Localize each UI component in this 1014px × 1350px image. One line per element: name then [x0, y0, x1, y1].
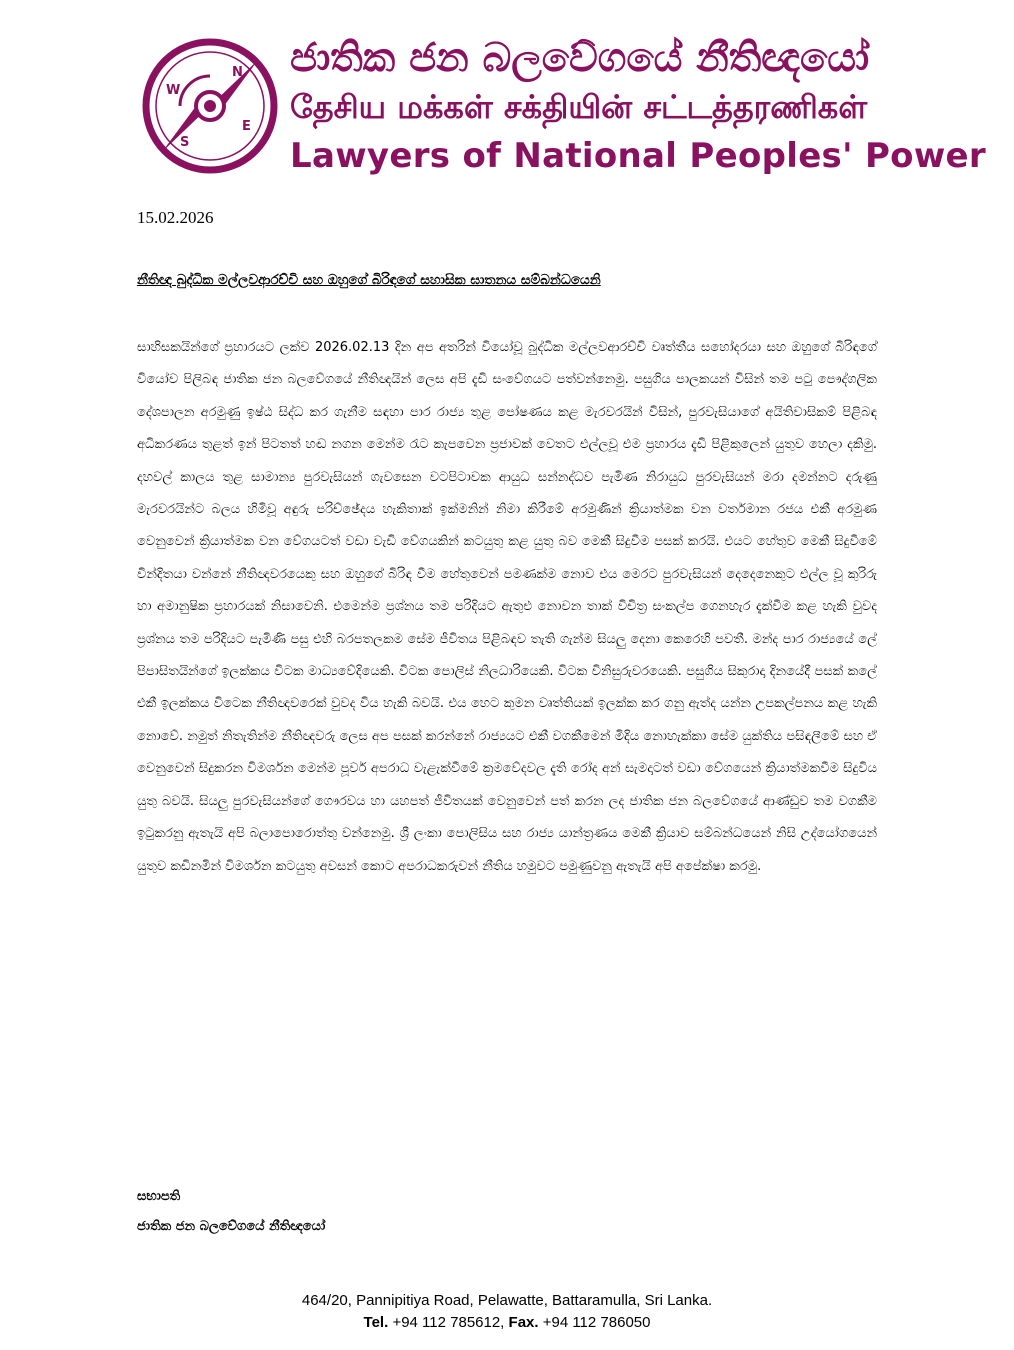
letter-title: නීතිඥ බුද්ධික මල්ලවආරච්චි සහ ඔහුගේ බිරිඳගේ සහාසික ඝාතනය සම්බන්ධයෙනි — [137, 272, 601, 288]
logo-letter: E — [242, 119, 251, 134]
signature-block — [137, 1182, 325, 1242]
logo-letter: N — [232, 65, 243, 80]
organization-name-english: Lawyers of National Peoples' Power — [290, 136, 986, 176]
signature-role: සභාපති — [137, 1189, 181, 1204]
letter-body: සාහිසකයින්ගේ ප්‍රහාරයට ලක්ව 2026.02.13 දින අප අතරින් වියෝවූ බුද්ධික මල්ලවආරච්චි වෘත්තීය සහෝදරයා සහ ඔහුගේ බිරිඳගේ වියෝව පිලිබඳ ජාතික ජන බලවේගයේ නීතිඥයින් ලෙස අපි දැඩි සංවේගයට පත්වන්නෙමු. පසුගිය පාලකයන් විසින් තම පටු පෞද්ගලික දේශපාලන අරමුණු ඉෂ්ඨ සිද්ධ කර ගැනීම සඳහා පාර රාජ්‍ය තුළ පෝෂණය කළ මැරවරයින් විසින්, පුරවැසියාගේ අයිතිවාසිකම් පිළිබඳ අධිකරණය තුළත් ඉන් පිටතත් හඬ නගන මෙන්ම රැට කැපවෙන ප්‍රජාවක් වෙතට එල්ලවූ එම ප්‍රහාරය දැඩි පිළිකුලෙන් යුතුව හෙලා දකිමු. දහවල් කාලය තුළ සාමාන්‍ය පුරවැසියන් ගැවසෙන වටපිටාවක ආයුධ සන්නද්ධව පැමිණ නිරායුධ පුරවැසියන් මරා දමන්නට දරුණු මැරවරයින්ට බලය හිමිවූ අඳුරු පරිච්ඡේදය හැකිතාක් ඉක්මනින් නිමා කිරීමේ අරමුණින් ක්‍රියාත්මක වන වර්තමාන රජය එකී අරමුණ වෙනුවෙන් ක්‍රියාත්මක වන වේගයටත් වඩා වැඩි වේගයකින් කටයුතු කළ යුතු බව මෙකී සිදුවීම පසක් කරයි. එයට හේතුව මෙකී සිදුවීමේ වින්දිතයා වන්නේ නීතිඥවරයෙකු සහ ඔහුගේ බිරිඳ වීම හේතුවෙන් පමණක්ම නොව එය මෙරට පුරවැසියන් දෙදෙනෙකුට එල්ල වූ කුරිරු හා අමානුෂික ප්‍රහාරයක් නිසාවෙනි. එමෙන්ම ප්‍රශ්නය තම පරිදියට ඇතුළු නොවන තාක් විචිත්‍ර සංකල්ප ගෙනහැර දැක්වීම කළ හැකි වුවද ප්‍රශ්නය තම පරිදියට පැමිණි පසු එහි බරපතලකම සේම ජීවිතය පිළිබඳව තැති ගැන්ම සියලු දෙනා කෙරෙහි පවතී. මන්ද පාර රාජ්‍යයේ ලේ පිපාසිතයින්ගේ ඉලක්කය විටක මාධ්‍යවේදියෙකි. විටක පොලිස් නිලධාරියෙකි. විටක විනිසුරුවරයෙකි. පසුගිය සිකුරාදා දිනයේදී පසක් කලේ එකී ඉලක්කය විටෙක නීතිඥවරෙක් වුවද විය හැකි බවයි. එය හෙට කුමන වෘත්තියක් ඉලක්ක කර ගනු ඇත්ද යන්න උපකල්පනය කළ හැකි නොවේ. නමුත් නිතැතින්ම නීතිඥවරු ලෙස අප පසක් කරන්නේ රාජ්‍යයට එකී වගකීමෙන් මිදිය නොහැක්කා සේම යුක්තිය පසිඳලීමේ සහ ඒ වෙනුවෙන් සිදුකරන විමර්ශන මෙන්ම පූර්ව අපරාධ වැළැක්වීමේ ක්‍රමවේදවල දැති රෝද අන් සැමදාටත් වඩා වේගයෙන් ක්‍රියාත්මකවීම සිදුවිය යුතු බවයි. සියලු පුරවැසියන්ගේ ගෞරවය හා යහපත් ජීවිතයක් වෙනුවෙන් පත් කරන ලද ජාතික ජන බලවේගයේ ආණ්ඩුව තම වගකීම ඉටුකරනු ඇතැයි අපි බලාපොරොත්තු වන්නෙමු. ශ්‍රී ලංකා පොලිසිය සහ රාජ්‍ය යාන්ත්‍රණය මෙකී ක්‍රියාව සම්බන්ධයෙන් නිසි උද්යෝගයෙන් යුතුව කඩිනමින් විමර්ශන කටයුතු අවසන් කොට අපරාධකරුවන් නීතිය හමුවට පමුණුවනු ඇතැයි අපි අපේක්ෂා කරමු. — [137, 340, 877, 874]
footer-contact — [0, 1312, 1014, 1334]
compass-logo-icon — [140, 36, 280, 176]
organization-name-tamil: தேசிய மக்கள் சக்தியின் சட்டத்தரணிகள் — [290, 88, 868, 126]
signature-organization: ජාතික ජන බලවේගයේ නීතිඥයෝ — [137, 1219, 326, 1234]
organization-name-sinhala: ජාතික ජන බලවේගයේ නීතිඥයෝ — [290, 35, 870, 81]
logo-letter: S — [180, 135, 190, 150]
fax-label: Fax. — [508, 1314, 539, 1331]
logo-letter: W — [166, 83, 181, 98]
organization-names — [290, 32, 986, 182]
letter-date: 15.02.2026 — [137, 208, 214, 227]
letterhead — [140, 28, 986, 188]
fax-number: +94 112 786050 — [542, 1314, 651, 1331]
tel-label: Tel. — [363, 1314, 389, 1331]
footer — [0, 1290, 1014, 1334]
tel-number: +94 112 785612, — [392, 1314, 505, 1331]
footer-address: 464/20, Pannipitiya Road, Pelawatte, Battaramulla, Sri Lanka. — [301, 1292, 713, 1309]
